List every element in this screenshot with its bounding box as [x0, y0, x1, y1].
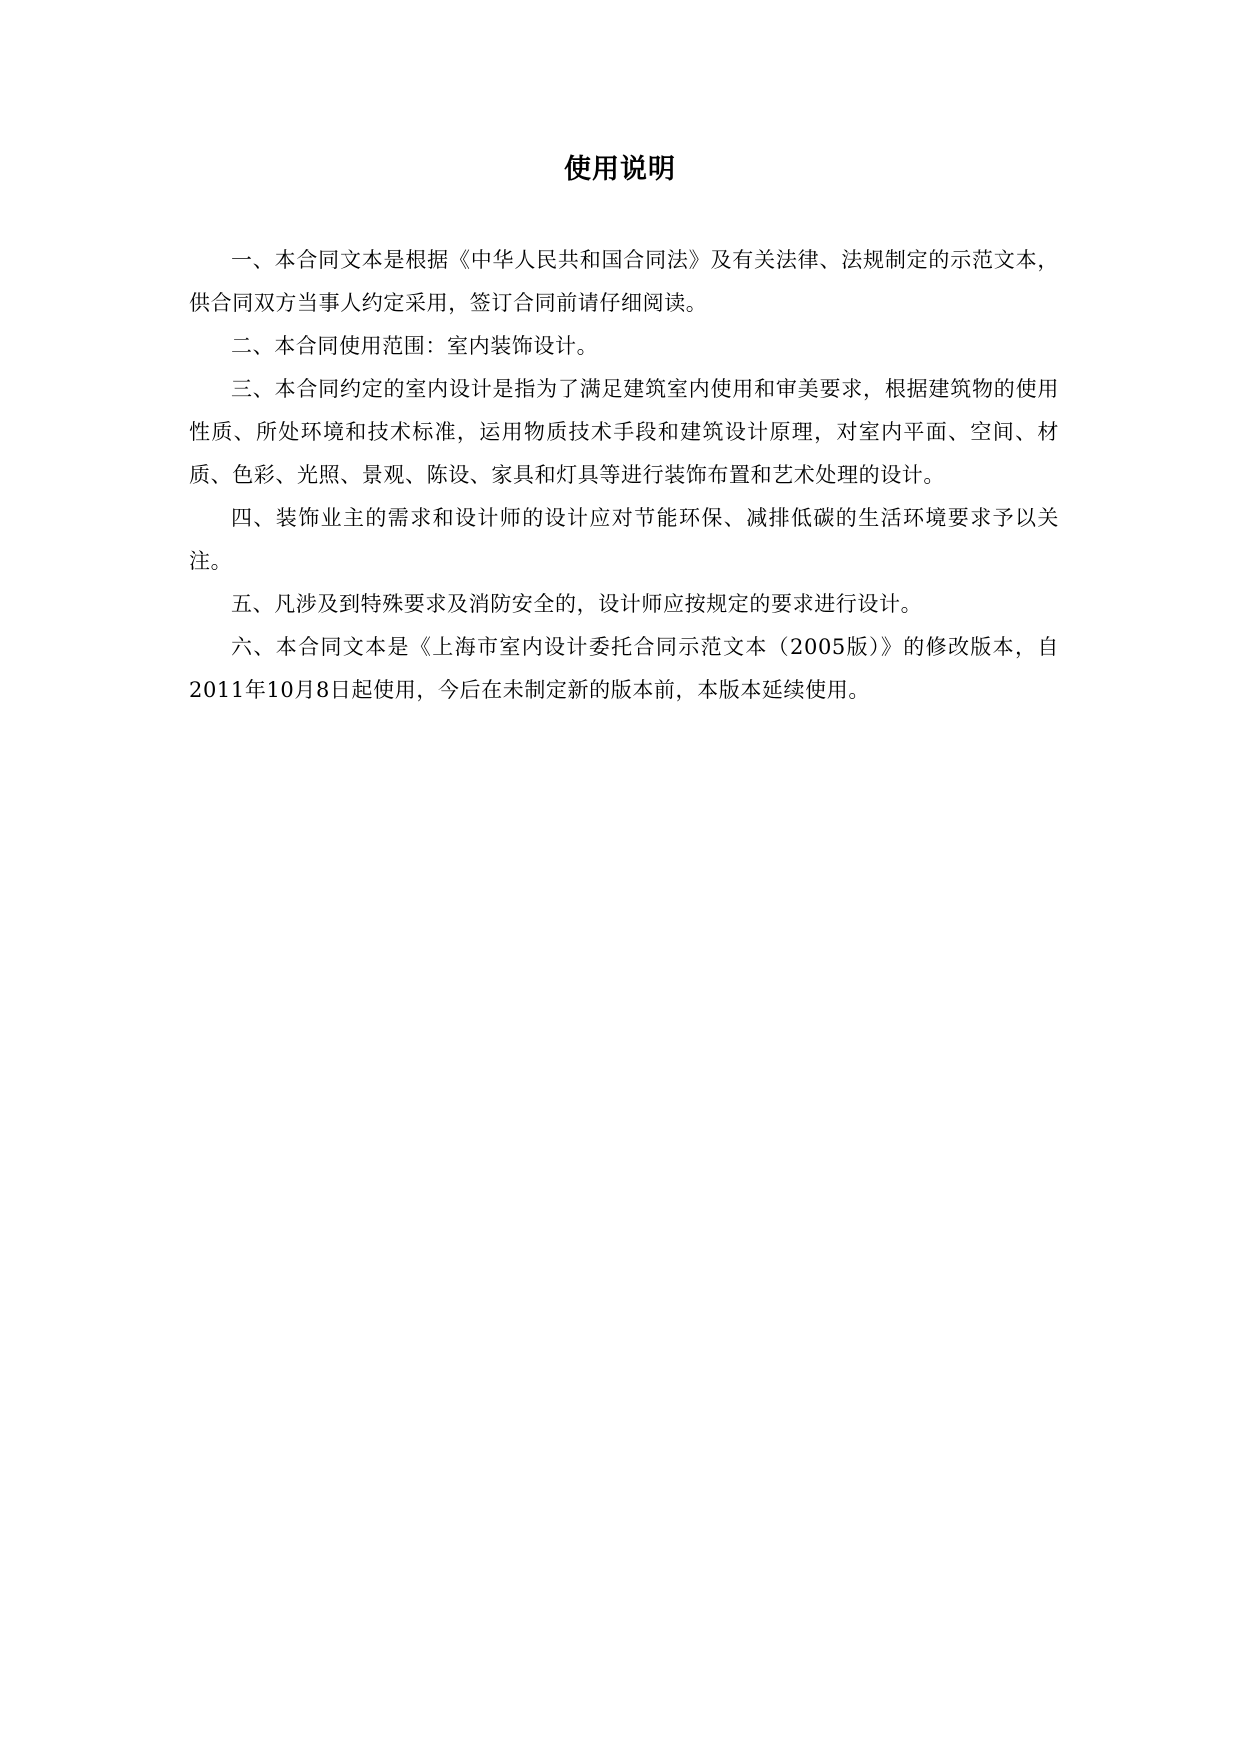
paragraph-1: 一、本合同文本是根据《中华人民共和国合同法》及有关法律、法规制定的示范文本，供合同双方当事人约定采用，签订合同前请仔细阅读。 — [189, 248, 1059, 315]
paragraph-5: 五、凡涉及到特殊要求及消防安全的，设计师应按规定的要求进行设计。 — [231, 592, 923, 616]
paragraph-2: 二、本合同使用范围：室内装饰设计。 — [231, 334, 599, 358]
paragraph-4: 四、装饰业主的需求和设计师的设计应对节能环保、减排低碳的生活环境要求予以关注。 — [189, 506, 1059, 573]
document-body — [189, 239, 1059, 712]
paragraph-3: 三、本合同约定的室内设计是指为了满足建筑室内使用和审美要求，根据建筑物的使用性质、所处环境和技术标准，运用物质技术手段和建筑设计原理，对室内平面、空间、材质、色彩、光照、景观、陈设、家具和灯具等进行装饰布置和艺术处理的设计。 — [189, 377, 1059, 487]
paragraph-6: 六、本合同文本是《上海市室内设计委托合同示范文本（2005版）》的修改版本，自2011年10月8日起使用，今后在未制定新的版本前，本版本延续使用。 — [189, 635, 1059, 702]
page-title: 使用说明 — [564, 154, 676, 185]
